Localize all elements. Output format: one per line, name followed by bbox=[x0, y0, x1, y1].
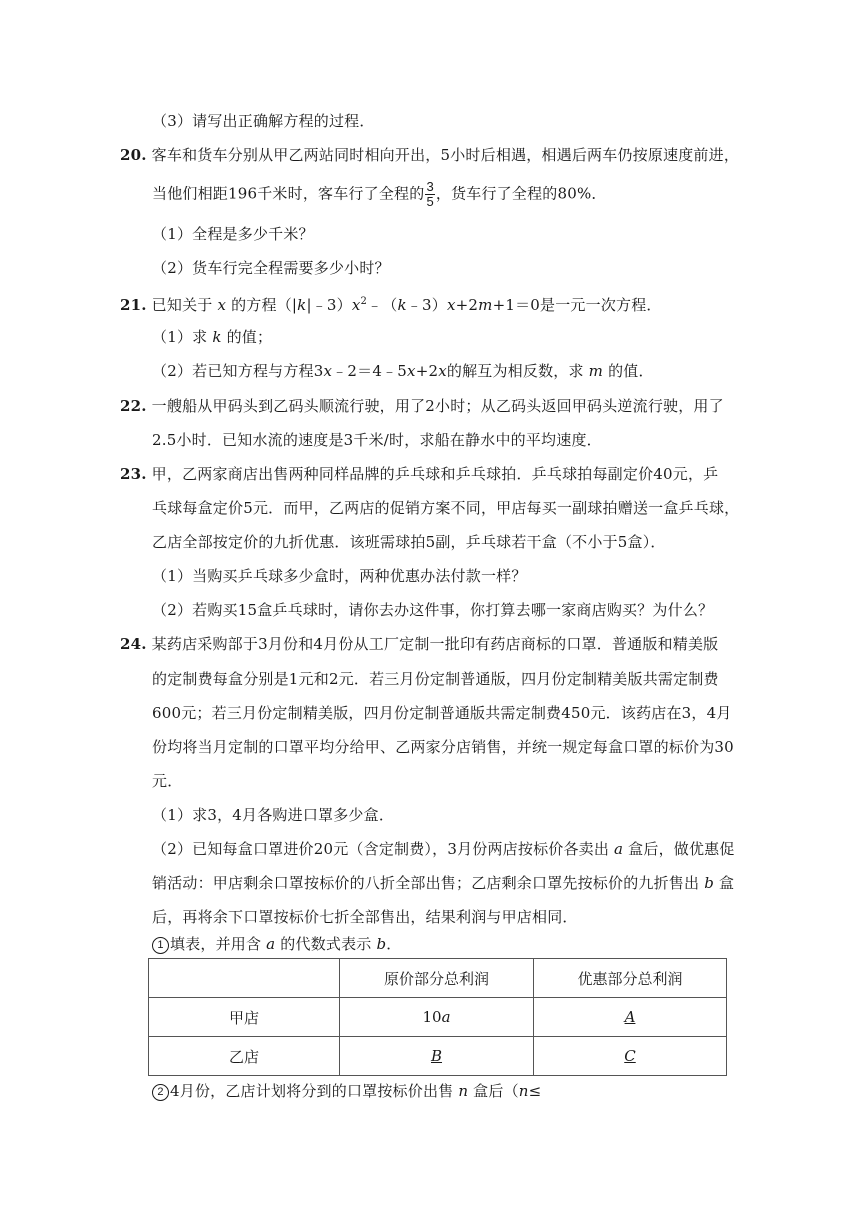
question-24: 24. 某药店采购部于3月份和4月份从工厂定制一批印有药店商标的口罩．普通版和精美版 bbox=[120, 635, 719, 653]
question-24-part2: （2）已知每盒口罩进价20元（含定制费），3月份两店按标价各卖出 a 盒后，做优惠促 bbox=[152, 840, 735, 858]
table-header-row bbox=[149, 959, 727, 998]
question-20: 20. 客车和货车分别从甲乙两站同时相向开出，5小时后相遇，相遇后两车仍按原速度前进， bbox=[120, 146, 740, 164]
question-24-part2-line3: 后，再将余下口罩按标价七折全部售出，结果利润与甲店相同． bbox=[152, 908, 578, 926]
table-row bbox=[149, 1037, 727, 1076]
q19-part3: （3）请写出正确解方程的过程． bbox=[152, 112, 375, 130]
table-cell-disc: A bbox=[534, 998, 727, 1037]
table-cell-store: 甲店 bbox=[149, 998, 340, 1037]
question-21-part1: （1）求 k 的值； bbox=[152, 328, 273, 346]
table-header-cell: 原价部分总利润 bbox=[340, 959, 534, 998]
question-23: 23. 甲，乙两家商店出售两种同样品牌的乒乓球和乒乓球拍．乒乓球拍每副定价40元，乒 bbox=[120, 465, 719, 483]
question-22-line2: 2.5小时．已知水流的速度是3千米/时，求船在静水中的平均速度． bbox=[152, 431, 602, 449]
question-21-part2: （2）若已知方程与方程3x﹣2＝4﹣5x+2x的解互为相反数，求 m 的值． bbox=[152, 362, 654, 380]
table-row bbox=[149, 998, 727, 1037]
question-23-part2: （2）若购买15盒乒乓球时，请你去办这件事，你打算去哪一家商店购买？为什么？ bbox=[152, 601, 714, 619]
question-23-part1: （1）当购买乒乓球多少盒时，两种优惠办法付款一样？ bbox=[152, 567, 527, 585]
table-cell-store: 乙店 bbox=[149, 1037, 340, 1076]
question-24-line5: 元． bbox=[152, 772, 183, 790]
question-24-line4: 份均将当月定制的口罩平均分给甲、乙两家分店销售，并统一规定每盒口罩的标价为30 bbox=[152, 738, 734, 756]
question-23-line3: 乙店全部按定价的九折优惠．该班需球拍5副，乒乓球若干盒（不小于5盒）． bbox=[152, 533, 666, 551]
question-20-part2: （2）货车行完全程需要多少小时？ bbox=[152, 259, 390, 277]
table-header-cell: 优惠部分总利润 bbox=[534, 959, 727, 998]
question-22: 22. 一艘船从甲码头到乙码头顺流行驶，用了2小时；从乙码头返回甲码头逆流行驶，用了 bbox=[120, 397, 724, 415]
circled-number-1: 1 bbox=[152, 937, 169, 954]
table-cell-orig: 10a bbox=[340, 998, 534, 1037]
question-24-line3: 600元；若三月份定制精美版，四月份定制普通版共需定制费450元．该药店在3，4月 bbox=[152, 704, 732, 722]
question-24-part1: （1）求3，4月各购进口罩多少盒． bbox=[152, 806, 395, 824]
question-21: 21. 已知关于 x 的方程$(|k|﹣3)x^2﹣(k﹣3)x+2m+1=0$是一元一次方程． bbox=[120, 296, 662, 314]
table-cell-disc: C bbox=[534, 1037, 727, 1076]
question-20-part1: （1）全程是多少千米？ bbox=[152, 225, 314, 243]
question-20-line2: 当他们相距196千米时，客车行了全程的 $\frac{3}{5}$ ，货车行了全程的80%． bbox=[152, 179, 607, 209]
table-cell-orig: B bbox=[340, 1037, 534, 1076]
fraction-3-5: $\frac{3}{5}$ bbox=[426, 179, 434, 209]
question-23-line2: 乓球每盒定价5元．而甲，乙两店的促销方案不同，甲店每买一副球拍赠送一盒乒乓球， bbox=[152, 499, 740, 517]
table-header-cell bbox=[149, 959, 340, 998]
question-24-part2-line2: 销活动：甲店剩余口罩按标价的八折全部出售；乙店剩余口罩先按标价的九折售出 b 盒 bbox=[152, 874, 735, 892]
profit-table bbox=[148, 958, 727, 1076]
question-24-sub2: 2 4月份，乙店计划将分到的口罩按标价出售 n 盒后（n≤ bbox=[152, 1081, 541, 1101]
question-24-sub1: 1 填表，并用含 a 的代数式表示 b． bbox=[152, 934, 401, 954]
circled-number-2: 2 bbox=[152, 1084, 169, 1101]
question-24-line2: 的定制费每盒分别是1元和2元．若三月份定制普通版，四月份定制精美版共需定制费 bbox=[152, 670, 719, 688]
